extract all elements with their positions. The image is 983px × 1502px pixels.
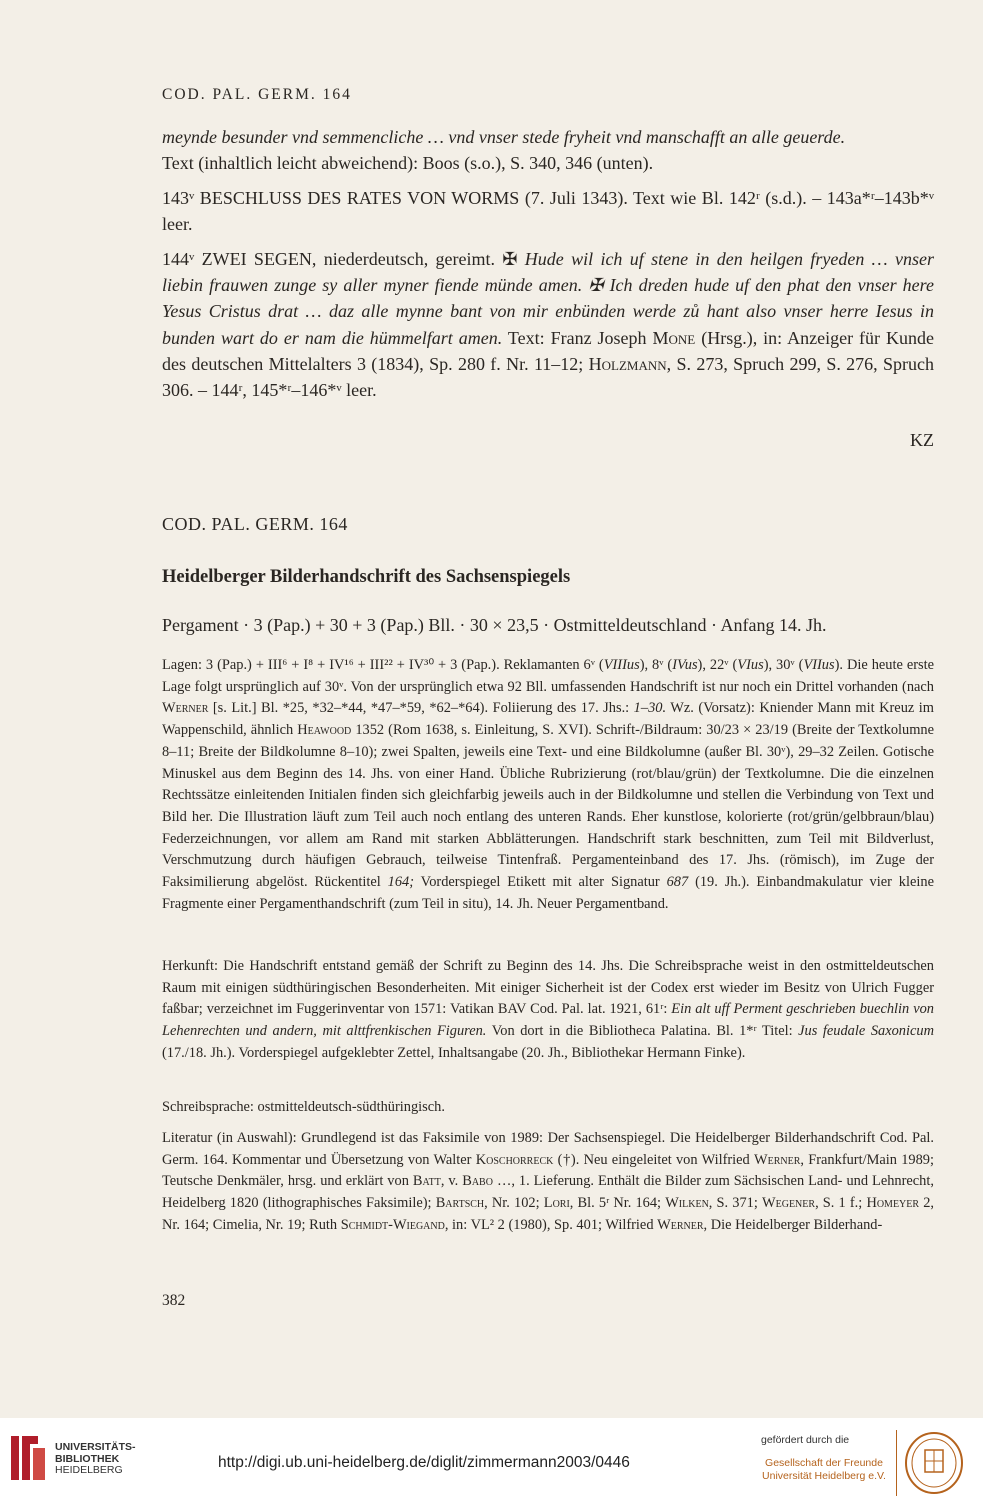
text-segment: , in: VL² 2 (1980), Sp. 401; Wilfried [444,1216,654,1233]
library-name-line: BIBLIOTHEK [55,1452,120,1465]
author-name: Werner [162,700,209,717]
codex-description: Pergament · 3 (Pap.) + 30 + 3 (Pap.) Bll. · 30 × 23,5 · Ostmitteldeutschland · Anfang 14. Jh. [162,615,827,635]
page-number: 382 [162,1292,186,1309]
text-segment: ), 8ᵛ ( [639,657,673,673]
prev-entry-paragraph-3 [162,246,934,403]
text-segment: , Frankfurt/Main 1989; Teutsche Denkmäler, hrsg. und erklärt von [162,1151,935,1190]
text-segment: , v. [440,1173,459,1190]
text-segment: VIIIus [603,657,640,673]
text-segment: Wz. (Vorsatz): Kniender Mann mit Kreuz im Wappenschild, ähnlich [162,700,934,739]
author-name: Babo [462,1173,493,1190]
text-segment: , S. 1 f.; [815,1195,863,1212]
permalink-url[interactable]: http://digi.ub.uni-heidelberg.de/diglit/zimmermann2003/0446 [218,1454,630,1471]
entry-heading: 144ᵛ ZWEI SEGEN, niederdeutsch, gereimt. ✠ [162,249,518,269]
text-segment: ). Die heute erste Lage folgt ursprünglich auf 30ᵛ. Von der ursprünglich etwa 92 Bll. umfassenden Handschrift ist nur noch ein Drittel vorhanden (nach [162,657,935,695]
text-segment: Text: Franz Joseph [507,327,647,348]
author-name: Werner [754,1151,801,1168]
text-segment: (Hrsg.), in: Anzeiger für Kunde des deutschen Mittelalters 3 (1834), Sp. 280 f. Nr. 11–12; [162,327,934,374]
text-segment: Herkunft: Die Handschrift entstand gemäß der Schrift zu Beginn des 14. Jhs. Die Schreibsprache weist in den ostmitteldeutschen Raum mit einigen südthüringischen Besonderheiten. Mit einiger Sicherheit ist der Codex erst wieder im Besitz von Ulrich Fugger faßbar; verzeichnet im Fuggerinventar von 1571: Vatikan BAV Cod. Pal. lat. 1921, 61ʳ: [162,958,934,1018]
codex-heading: COD. PAL. GERM. 164 [162,514,348,534]
text-segment: Vorderspiegel Etikett mit alter Signatur [420,874,660,891]
author-name: Werner [657,1216,704,1233]
text-segment: [s. Lit.] Bl. *25, *32–*44, *47–*59, *62–*64). Foliierung des 17. Jhs.: [212,700,630,717]
author-name: Bartsch [435,1195,485,1212]
text-segment: (19. Jh.). Einbandmakulatur vier kleine Fragmente einer Pergamenthandschrift (zum Teil in situ), 14. Jh. Neuer Pergamentband. [162,874,934,912]
text-segment: , Die Heidelberger Bilderhand- [703,1216,883,1233]
codex-title: Heidelberger Bilderhandschrift des Sachsenspiegels [162,567,571,587]
library-name [55,1442,136,1477]
text-segment: , Nr. 102; [484,1195,540,1212]
literatur-paragraph [162,1128,934,1237]
quote-text: Jus feudale Saxonicum [798,1023,934,1040]
schreibsprache-paragraph: Schreibsprache: ostmitteldeutsch-südthüringisch. [162,1099,445,1115]
author-name: Mone [652,327,696,348]
text-segment: ), 22ᵛ ( [697,657,738,673]
text-reference: Text (inhaltlich leicht abweichend): Boos (s.o.), S. 340, 346 (unten). [162,153,654,174]
viewer-footer [0,1418,983,1502]
author-initials: KZ [910,430,934,450]
text-segment: 687 [666,874,689,891]
author-name: Batt [412,1173,441,1190]
library-name-line: UNIVERSITÄTS- [55,1441,136,1453]
author-name: Wilken [665,1195,709,1212]
text-segment: IVus [672,657,698,673]
sponsor-name-line: Gesellschaft der Freunde [765,1457,883,1469]
herkunft-paragraph [162,956,934,1065]
text-segment: Von dort in die Bibliotheca Palatina. Bl. 1*ʳ Titel: [491,1023,793,1040]
text-segment: , S. 273, Spruch 299, S. 276, Spruch 306. – 144ʳ, 145*ʳ–146*ᵛ leer. [162,353,934,401]
text-segment: , S. 371; [708,1195,758,1212]
prev-entry-paragraph-1 [162,124,934,176]
author-name: Wegener [762,1195,816,1212]
text-segment: 1352 (Rom 1638, s. Einleitung, S. XVI). Schrift-/Bildraum: 30/23 × 23/19 (Breite der Textkolumne 8–11; Breite der Bildkolumne 8–10); zwei Spalten, jeweils eine Text- und eine Bildkolumne (außer Bl. 30ᵛ), 29–32 Zeilen. Gotische Minuskel aus dem Beginn des 14. Jhs. von einer Hand. Übliche Rubrizierung (rot/blau/grün) der Textkolumne. Die die einzelnen Rechtssätze einleitenden Initialen finden sich gleichfarbig jeweils auch in der Bildkolumne und stellen die Verbindung von Text und Bild her. Die Illustration läuft zum Teil auch noch entlang des unteren Rands. Eher kunstlose, kolorierte (rot/grün/gelbbraun/blau) Federzeichnungen, vor allem am Rand mit starken Abblätterungen. Handschrift stark beschnitten, zum Teil mit Bildverlust, Verschmutzung durch häufigen Gebrauch, teilweise Tintenfraß. Pergamenteinband des 17. Jhs. (römisch), im Zuge der Faksimilierung abgelöst. Rückentitel [162,722,935,891]
sponsor-name-line: Universität Heidelberg e.V. [762,1470,886,1482]
text-segment: VIus [737,657,764,673]
quote-text: meynde besunder vnd semmencliche … vnd vnser stede fryheit vnd manschafft an alle geuerde. [162,127,846,147]
text-segment: , Bl. 5ʳ Nr. 164; [569,1195,662,1212]
university-seal-icon [903,1430,965,1496]
text-segment: ), 30ᵛ ( [763,657,804,673]
author-name: Homeyer [866,1195,920,1212]
library-name-line: HEIDELBERG [55,1464,123,1476]
university-library-logo-icon [8,1432,48,1484]
text-segment: 1–30. [633,700,667,717]
quote-text: Hude wil ich uf stene in den heilgen fryeden … vnser liebin frauwen zunge sy aller myner fiende münde amen. ✠ Ich dreden hude uf den phat den vnser here Yesus Cristus drat … daz alle mynne bant von mir enbünden werde zů hant also vnser herre Iesus in bunden wart do er nam die hümmelfart amen. [162,249,935,348]
author-name: Heawood [297,722,352,739]
prev-entry-paragraph-2: 143ᵛ BESCHLUSS DES RATES VON WORMS (7. Juli 1343). Text wie Bl. 142ʳ (s.d.). – 143a*ʳ–143b*ᵛ leer. [162,188,934,235]
author-name: Lori [543,1195,570,1212]
text-segment: 164; [387,874,415,891]
sponsor-label: gefördert durch die [761,1434,850,1446]
sponsor-divider [896,1430,897,1496]
text-segment: Lagen: 3 (Pap.) + III⁶ + I⁸ + IV¹⁶ + III²² + IV³⁰ + 3 (Pap.). Reklamanten 6ᵛ ( [162,657,604,673]
quote-text: Ein alt uff Perment geschrieben buechlin von Lehenrechten und andern, mit alttfrenkischen Figuren. [162,1001,934,1040]
sponsor-name [754,1457,894,1483]
author-name: Schmidt-Wiegand [340,1216,445,1233]
author-name: Koschorreck [475,1151,554,1168]
text-segment: …, 1. Lieferung. Enthält die Bilder zum Sächsischen Land- und Lehnrecht, Heidelberg 1820 (lithographisches Faksimile); [162,1173,934,1212]
lagen-paragraph [162,655,934,915]
text-segment: Literatur (in Auswahl): Grundlegend ist das Faksimile von 1989: Der Sachsenspiegel. Die Heidelberger Bilderhandschrift Cod. Pal. Germ. 164. Kommentar und Übersetzung von Walter [162,1130,934,1168]
text-segment: (†). Neu eingeleitet von Wilfried [557,1151,750,1168]
text-segment: (17./18. Jh.). Vorderspiegel aufgeklebter Zettel, Inhaltsangabe (20. Jh., Bibliothekar Hermann Finke). [162,1044,746,1061]
author-name: Holzmann [588,353,667,374]
running-head: COD. PAL. GERM. 164 [162,86,352,103]
text-segment: 2, Nr. 164; Cimelia, Nr. 19; Ruth [162,1195,935,1233]
text-segment: VIIus [803,657,835,673]
